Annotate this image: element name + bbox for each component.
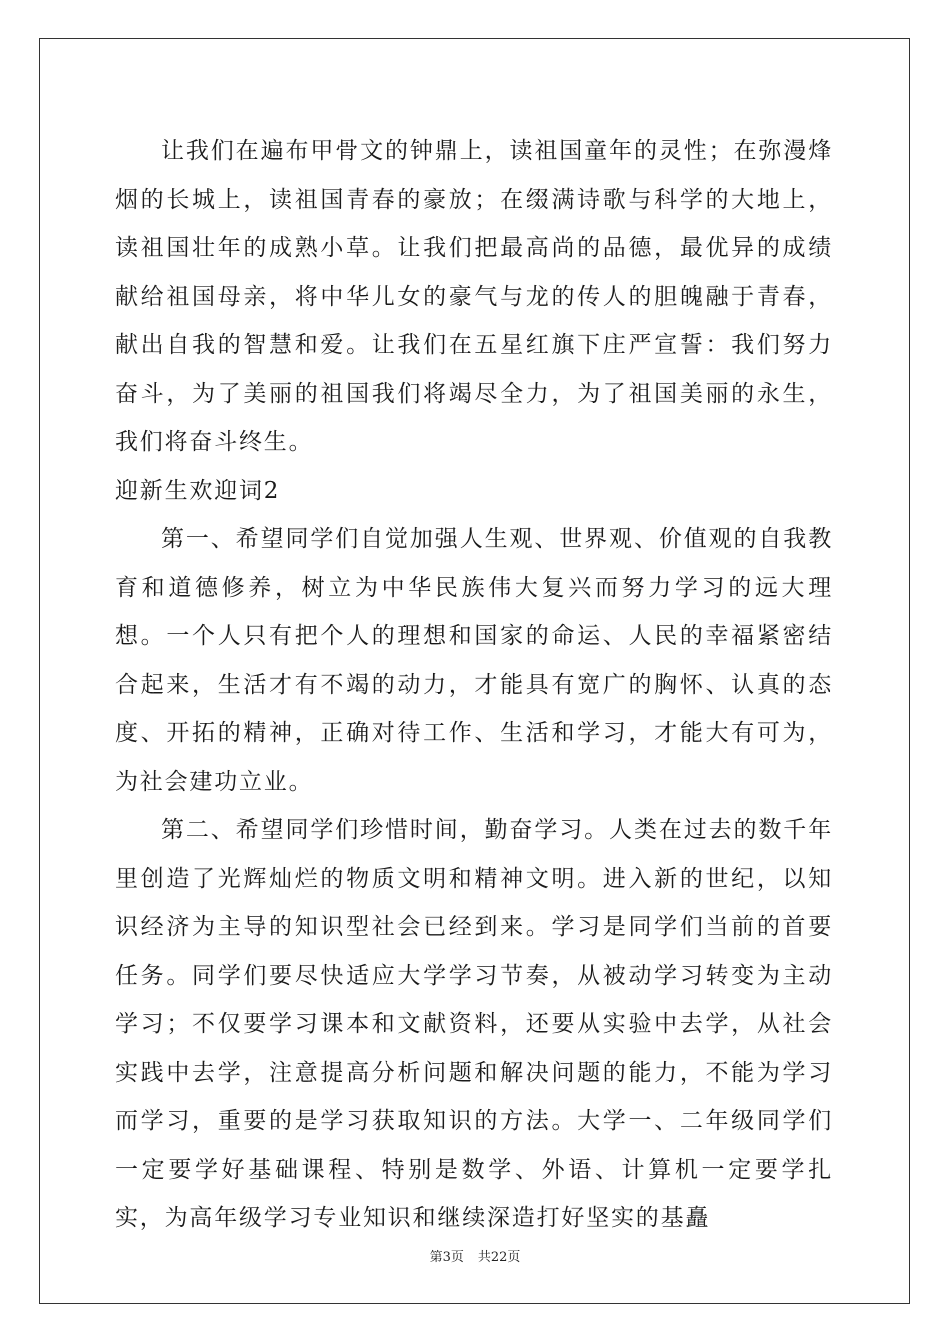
- paragraph-first-hope: 第一、希望同学们自觉加强人生观、世界观、价值观的自我教育和道德修养，树立为中华民族伟大复兴而努力学习的远大理想。一个人只有把个人的理想和国家的命运、人民的幸福紧密结合起来，生活才有不竭的动力，才能具有宽广的胸怀、认真的态度、开拓的精神，正确对待工作、生活和学习，才能大有可为，为社会建功立业。: [115, 526, 833, 795]
- paragraph-second-hope: 第二、希望同学们珍惜时间，勤奋学习。人类在过去的数千年里创造了光辉灿烂的物质文明和精神文明。进入新的世纪，以知识经济为主导的知识型社会已经到来。学习是同学们当前的首要任务。同学们要尽快适应大学学习节奏，从被动学习转变为主动学习；不仅要学习课本和文献资料，还要从实验中去学，从社会实践中去学，注意提高分析问题和解决问题的能力，不能为学习而学习，重要的是学习获取知识的方法。大学一、二年级同学们一定要学好基础课程、特别是数学、外语、计算机一定要学扎实，为高年级学习专业知识和继续深造打好坚实的基矗: [115, 817, 833, 1231]
- document-body: [115, 127, 833, 1243]
- paragraph-closing-pledge: 让我们在遍布甲骨文的钟鼎上，读祖国童年的灵性；在弥漫烽烟的长城上，读祖国青春的豪放；在缀满诗歌与科学的大地上，读祖国壮年的成熟小草。让我们把最高尚的品德，最优异的成绩献给祖国母亲，将中华儿女的豪气与龙的传人的胆魄融于青春，献出自我的智慧和爱。让我们在五星红旗下庄严宣誓：我们努力奋斗，为了美丽的祖国我们将竭尽全力，为了祖国美丽的永生，我们将奋斗终生。: [115, 138, 833, 455]
- page-number: 第3页: [429, 1250, 464, 1265]
- page-footer: [0, 1246, 950, 1265]
- section-heading: 迎新生欢迎词2: [115, 477, 281, 504]
- page-total: 共22页: [477, 1250, 521, 1265]
